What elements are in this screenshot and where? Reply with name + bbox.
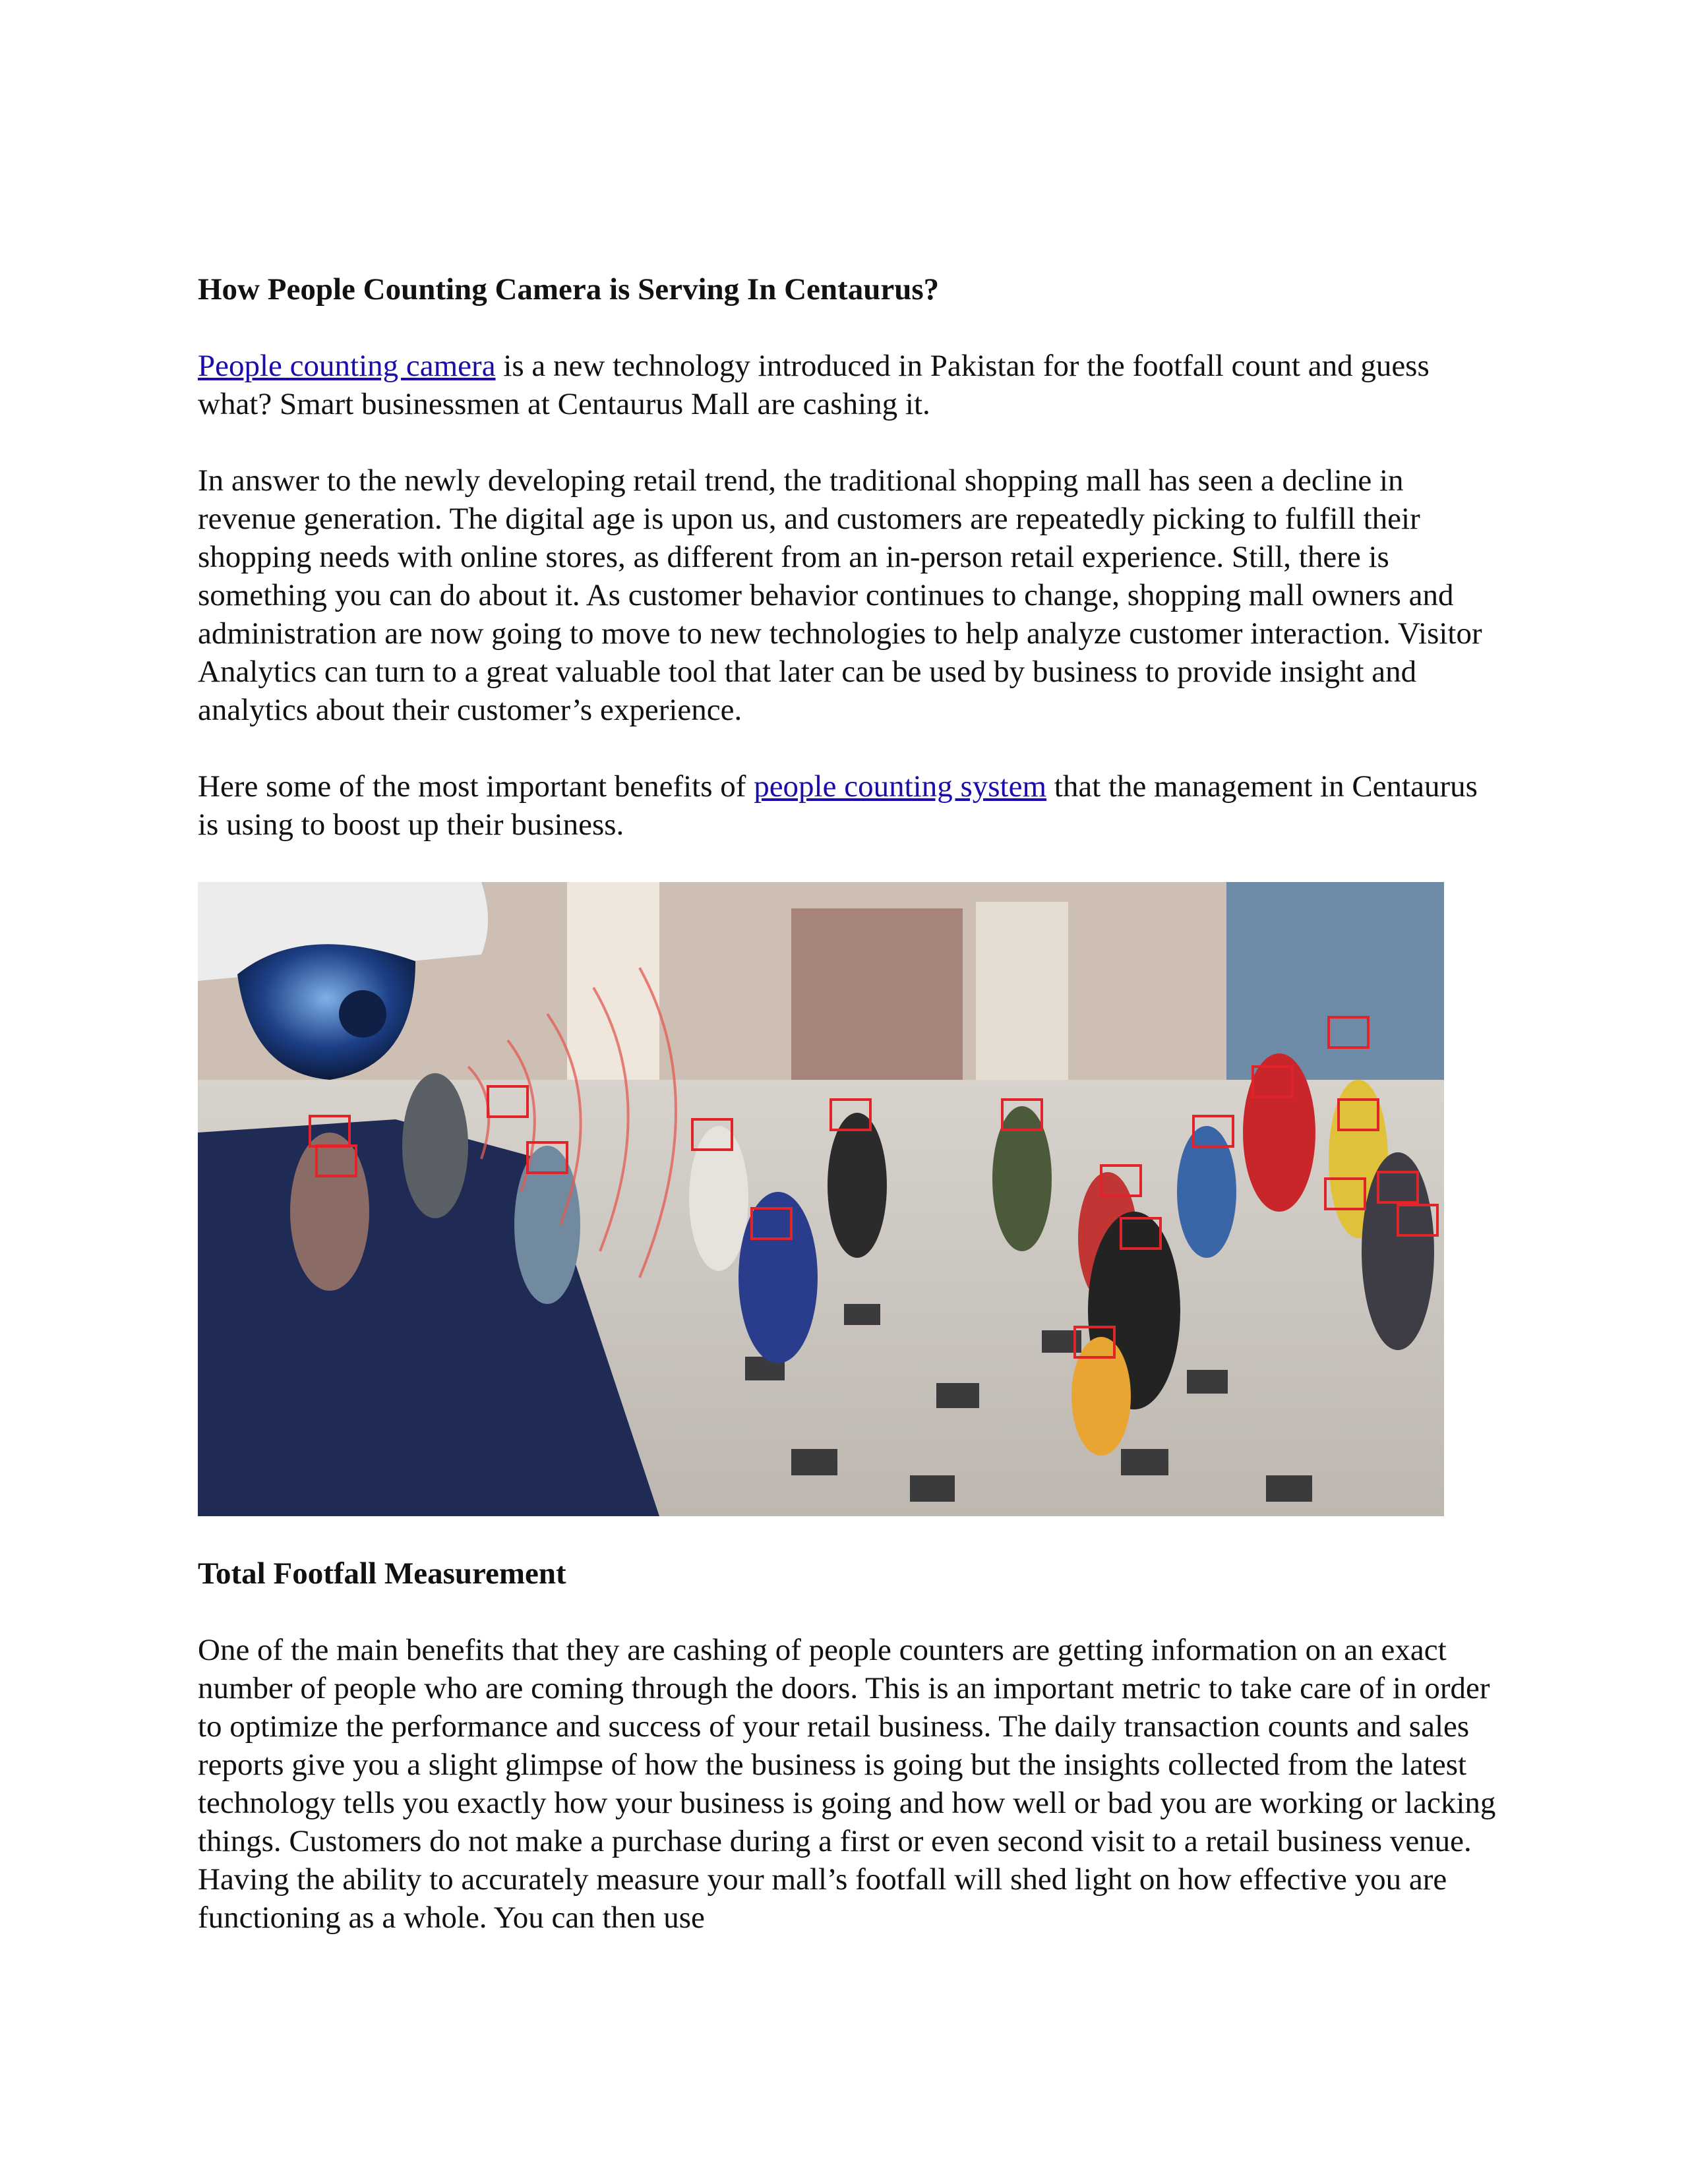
section-heading-footfall: Total Footfall Measurement (198, 1556, 566, 1591)
mall-scene-illustration (198, 882, 1444, 1516)
intro-paragraph (198, 347, 1500, 423)
footfall-paragraph: One of the main benefits that they are cashing of people counters are getting information on an exact number of people who are coming through the doors. This is an important metric to take care of in order to optimize the performance and success of your retail business. The daily transaction counts and sales reports give you a slight glimpse of how the business is going but the insights collected from the latest technology tells you exactly how your business is going and how well or bad you are working or lacking things. Customers do not make a purchase during a first or even second visit to a retail business venue. Having the ability to accurately measure your mall’s footfall will shed light on how effective you are functioning as a whole. You can then use (198, 1633, 1496, 1935)
article-title: How People Counting Camera is Serving In Centaurus? (198, 272, 940, 307)
benefits-text-after: that the management in Centaurus is using to boost up their business. (198, 769, 1478, 842)
benefits-paragraph (198, 767, 1500, 844)
shop-window (1226, 882, 1444, 1080)
intro-text: is a new technology introduced in Pakistan for the footfall count and guess what? Smart businessmen at Centaurus Mall are cashing it. (198, 349, 1430, 421)
people-counting-camera-link[interactable]: People counting camera (198, 349, 496, 383)
benefits-text-before: Here some of the most important benefits of (198, 769, 754, 804)
shop-display (791, 908, 963, 1093)
mall-camera-image (198, 882, 1444, 1516)
article-body (198, 270, 1500, 1937)
retail-trend-paragraph: In answer to the newly developing retail trend, the traditional shopping mall has seen a decline in revenue generation. The digital age is upon us, and customers are repeatedly picking to fulfill their shopping needs with online stores, as different from an in-person retail experience. Still, there is something you can do about it. As customer behavior continues to change, shopping mall owners and administration are now going to move to new technologies to help analyze customer interaction. Visitor Analytics can turn to a great valuable tool that later can be used by business to provide insight and analytics about their customer’s experience. (198, 463, 1482, 727)
people-counting-system-link[interactable]: people counting system (754, 769, 1047, 804)
shop-entrance (976, 902, 1068, 1100)
